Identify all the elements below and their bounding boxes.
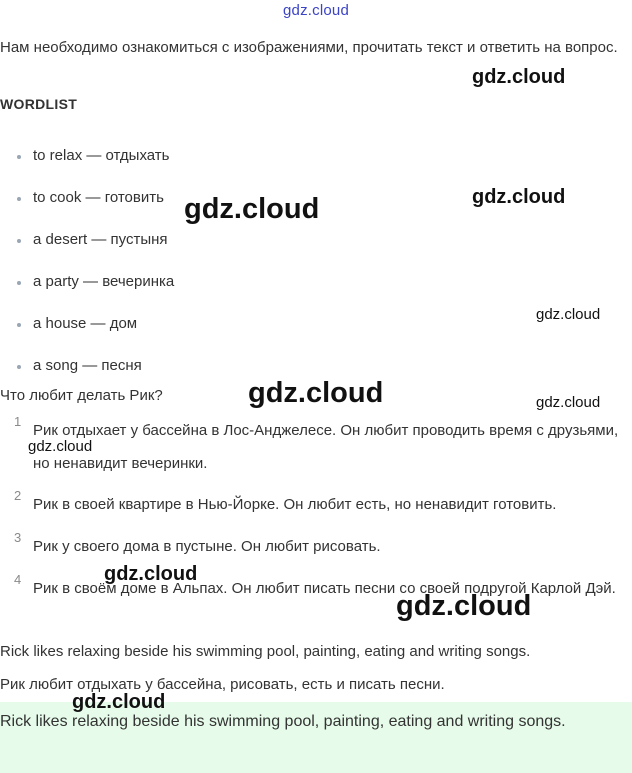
option-text: Рик в своей квартире в Нью-Йорке. Он любит есть, но ненавидит готовить. [33,496,557,513]
bullet-icon [17,365,21,369]
watermark: gdz.cloud [536,306,601,323]
option-number: 1 [14,414,22,429]
watermark: gdz.cloud [248,377,384,409]
bullet-icon [17,239,21,243]
answer-english: Rick likes relaxing beside his swimming pool, painting, eating and writing songs. [0,643,531,660]
option-number: 3 [14,530,22,545]
highlighted-answer-text: Rick likes relaxing beside his swimming pool, painting, eating and writing songs. [0,713,566,730]
option-text: Рик у своего дома в пустыне. Он любит рисовать. [33,538,381,555]
watermark: gdz.cloud [28,438,93,455]
wordlist-item-text: a song — песня [33,357,142,374]
watermark: gdz.cloud [472,66,566,88]
watermark: gdz.cloud [396,590,532,622]
option-text: Рик отдыхает у бассейна в Лос-Анджелесе. Он любит проводить время с друзьями, но ненавидит вечеринки. [33,422,619,472]
option-number: 2 [14,488,22,503]
bullet-icon [17,155,21,159]
bullet-icon [17,323,21,327]
watermark: gdz.cloud [104,563,198,585]
watermark: gdz.cloud [184,193,320,225]
bullet-icon [17,197,21,201]
question: Что любит делать Рик? [0,387,163,404]
intro-text: Нам необходимо ознакомиться с изображениями, прочитать текст и ответить на вопрос. [0,39,618,56]
wordlist-heading: WORDLIST [0,96,78,112]
watermark: gdz.cloud [536,394,601,411]
option-text: Рик в своём доме в Альпах. Он любит писать песни со своей подругой Карлой Дэй. [33,580,616,597]
wordlist-item-text: to relax — отдыхать [33,147,170,164]
wordlist-item-text: a house — дом [33,315,138,332]
wordlist-item-text: a party — вечеринка [33,273,175,290]
bullet-icon [17,281,21,285]
wordlist-item-text: a desert — пустыня [33,231,168,248]
watermark: gdz.cloud [72,691,166,713]
answer-russian: Рик любит отдыхать у бассейна, рисовать, есть и писать песни. [0,676,445,693]
top-watermark: gdz.cloud [282,2,349,19]
option-number: 4 [14,572,22,587]
watermark: gdz.cloud [472,186,566,208]
wordlist-item-text: to cook — готовить [33,189,164,206]
